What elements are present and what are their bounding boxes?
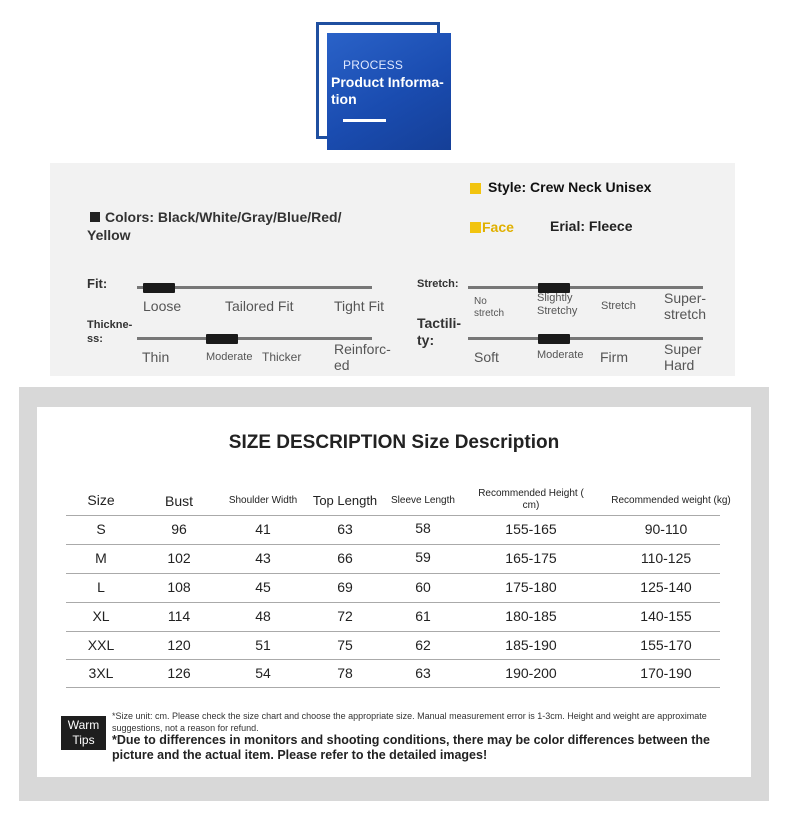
sleeve-cell: 63 (415, 665, 431, 681)
yellow-square-icon (470, 222, 481, 233)
height-cell: 165-175 (505, 550, 557, 566)
tactility-scale (468, 337, 703, 340)
table-rule (66, 602, 720, 603)
thickness-option: Thin (142, 349, 170, 365)
shoulder-cell: 51 (255, 637, 271, 653)
sleeve-cell: 61 (415, 608, 431, 624)
yellow-square-icon (470, 183, 481, 194)
size-title: SIZE DESCRIPTION Size Description (228, 432, 560, 453)
table-rule (66, 515, 720, 516)
color-note: *Due to differences in monitors and shooting conditions, there may be color differences between the picture and the actual item. Please refer to the detailed images! (112, 733, 711, 762)
length-cell: 72 (337, 608, 353, 624)
tactility-option: Firm (600, 349, 628, 365)
thickness-label-cont: ss: (87, 333, 103, 345)
tactility-label: Tactili- (417, 315, 462, 331)
fit-option: Loose (143, 298, 182, 314)
header-size: Size (87, 492, 115, 508)
stretch-scale (468, 286, 703, 289)
warm-tips-badge (61, 716, 106, 750)
style-text: Style: Crew Neck Unisex (488, 179, 652, 195)
height-cell: 185-190 (505, 637, 557, 653)
weight-cell: 140-155 (640, 608, 692, 624)
shoulder-cell: 43 (255, 550, 271, 566)
table-rule (66, 687, 720, 688)
stretch-option: Slightly Stretchy (537, 292, 578, 317)
header-height: Recommended Height ( cm) (478, 488, 584, 511)
tactility-option: Super Hard (664, 341, 702, 373)
thickness-option: Thicker (262, 350, 302, 364)
stretch-option: No stretch (474, 296, 505, 319)
thickness-scale (137, 337, 372, 340)
size-cell: L (97, 579, 105, 595)
stretch-option: Stretch (601, 300, 636, 312)
shoulder-cell: 54 (255, 665, 271, 681)
sleeve-cell: 62 (415, 637, 431, 653)
sleeve-cell: 59 (415, 549, 431, 565)
shoulder-cell: 41 (255, 521, 271, 537)
thickness-label: Thickne- (87, 319, 133, 331)
table-rule (66, 659, 720, 660)
fit-option: Tailored Fit (225, 298, 294, 314)
header-shoulder: Shoulder Width (228, 495, 298, 506)
tactility-option: Soft (474, 349, 499, 365)
section-title: Product Informa-tion (331, 74, 444, 107)
thickness-option: Reinforc-ed (334, 341, 391, 373)
height-cell: 190-200 (505, 665, 557, 681)
size-cell: XXL (87, 637, 115, 653)
height-cell: 155-165 (505, 521, 557, 537)
header-sleeve: Sleeve Length (391, 495, 455, 506)
size-cell: M (95, 550, 107, 566)
length-cell: 69 (337, 579, 353, 595)
fit-option: Tight Fit (334, 298, 385, 314)
stretch-label: Stretch: (417, 278, 459, 290)
bust-cell: 102 (167, 550, 191, 566)
bust-cell: 96 (171, 521, 187, 537)
size-cell: S (96, 521, 106, 537)
weight-cell: 90-110 (644, 521, 688, 537)
length-cell: 63 (337, 521, 353, 537)
shoulder-cell: 48 (255, 608, 271, 624)
bust-cell: 108 (167, 579, 191, 595)
face-label: Face (482, 219, 514, 235)
tactility-option: Moderate (537, 349, 584, 361)
thickness-option: Moderate (206, 351, 253, 363)
header-weight: Recommended weight (kg) (611, 495, 731, 506)
size-cell: XL (92, 608, 110, 624)
length-cell: 66 (337, 550, 353, 566)
size-cell: 3XL (88, 665, 114, 681)
length-cell: 75 (337, 637, 353, 653)
colors-text: Colors: Black/White/Gray/Blue/Red/ (105, 209, 342, 225)
tactility-indicator (538, 334, 570, 344)
height-cell: 175-180 (505, 579, 557, 595)
height-cell: 180-185 (505, 608, 557, 624)
material-text: Erial: Fleece (550, 218, 633, 234)
title-underline (343, 119, 386, 122)
weight-cell: 170-190 (640, 665, 692, 681)
warm-tips-line: Tips (72, 733, 95, 747)
bust-cell: 114 (167, 608, 191, 624)
sleeve-cell: 58 (415, 520, 431, 536)
size-card (37, 407, 751, 777)
bust-cell: 126 (167, 665, 191, 681)
header-top-length: Top Length (312, 493, 378, 508)
stretch-option: Super-stretch (664, 290, 707, 322)
black-square-icon (90, 212, 100, 222)
header-bust: Bust (164, 493, 193, 509)
table-rule (66, 573, 720, 574)
shoulder-cell: 45 (255, 579, 271, 595)
fit-indicator (143, 283, 175, 293)
fit-label: Fit: (87, 276, 108, 291)
table-rule (66, 631, 720, 632)
tactility-label-cont: ty: (417, 332, 435, 348)
table-rule (66, 544, 720, 545)
process-label: PROCESS (343, 58, 404, 72)
weight-cell: 125-140 (640, 579, 692, 595)
bust-cell: 120 (167, 637, 191, 653)
weight-cell: 155-170 (640, 637, 692, 653)
sleeve-cell: 60 (415, 579, 431, 595)
weight-cell: 110-125 (640, 550, 692, 566)
colors-text-cont: Yellow (87, 227, 131, 243)
product-info-panel (50, 163, 735, 376)
size-note: *Size unit: cm. Please check the size chart and choose the appropriate size. Manual measurement error is 1-3cm. Height and weight are approximate suggestions, not a reason for refund. (112, 711, 707, 733)
warm-tips-line: Warm (67, 718, 100, 732)
length-cell: 78 (337, 665, 353, 681)
thickness-indicator (206, 334, 238, 344)
